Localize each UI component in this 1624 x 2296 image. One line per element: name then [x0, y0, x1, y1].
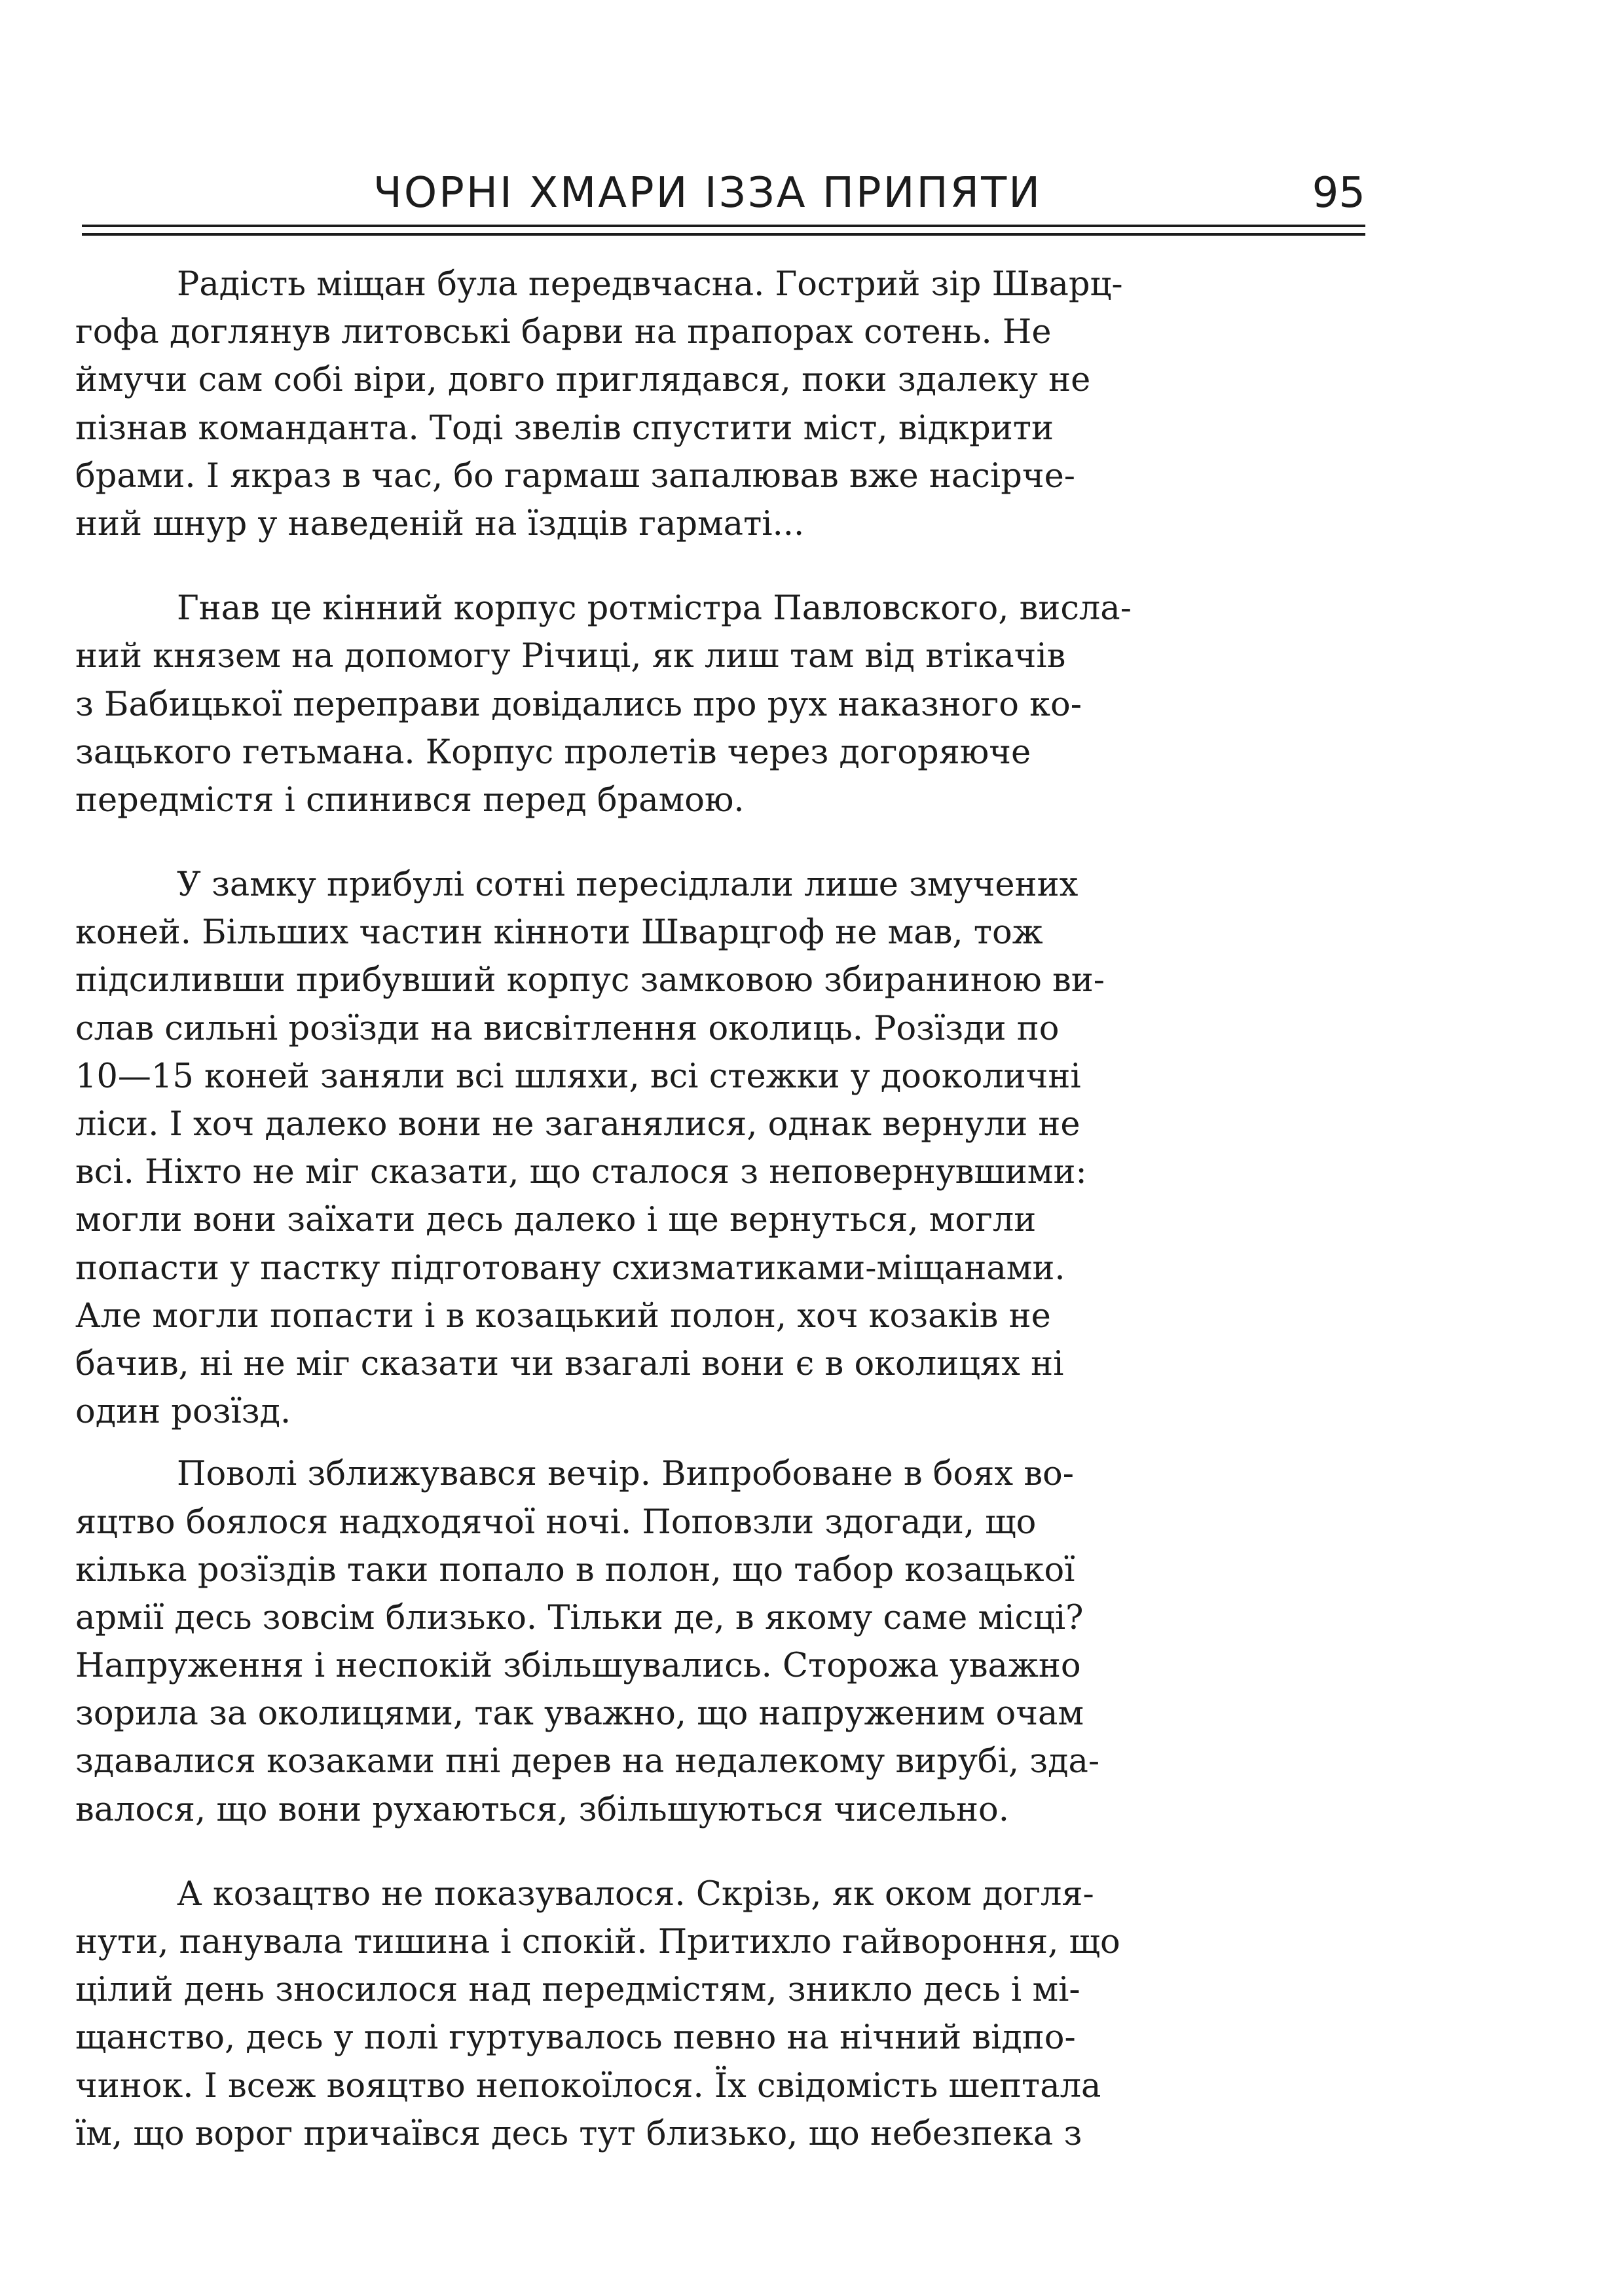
paragraph-gap: [75, 824, 1365, 861]
text-line: яцтво боялося надходячої ночі. Поповзли здогади, що: [75, 1503, 1037, 1542]
text-line: нути, панувала тишина і спокій. Притихло гайвороння, що: [75, 1923, 1120, 1961]
text-line: чинок. І всеж вояцтво непокоїлося. Їх свідомість шептала: [75, 2066, 1101, 2105]
paragraph-gap: [75, 548, 1365, 585]
text-line: бачив, ні не міг сказати чи взагалі вони є в околицях ні: [75, 1344, 1064, 1383]
page-number: 95: [1312, 169, 1365, 217]
text-line: Напруження і неспокій збільшувались. Сторожа уважно: [75, 1647, 1081, 1686]
header-rule-top: [82, 225, 1365, 227]
text-line: Гнав це кінний корпус ротмістра Павловского, висла-: [177, 589, 1132, 629]
text-line: ймучи сам собі віри, довго приглядався, поки здалеку не: [75, 361, 1091, 400]
text-line: А козацтво не показувалося. Скрізь, як оком догля-: [177, 1874, 1094, 1914]
text-line: коней. Більших частин кінноти Шварцгоф не мав, тож: [75, 913, 1043, 953]
header-rule-bottom: [82, 233, 1365, 236]
body-text: [75, 261, 1365, 2158]
text-line: підсиливши прибувший корпус замковою збираниною ви-: [75, 961, 1105, 1000]
text-line: пізнав команданта. Тоді звелів спустити міст, відкрити: [75, 409, 1054, 448]
text-line: брами. І якраз в час, бо гармаш запалював вже насірче-: [75, 456, 1075, 496]
paragraph-gap: [75, 1436, 1365, 1450]
text-line: гофа доглянув литовські барви на прапорах сотень. Не: [75, 313, 1052, 352]
text-line: кілька розїздів таки попало в полон, що табор козацької: [75, 1550, 1075, 1590]
text-line: ліси. І хоч далеко вони не заганялися, однак вернули не: [75, 1105, 1080, 1144]
text-line: могли вони заїхати десь далеко і ще вернуться, могли: [75, 1201, 1037, 1240]
text-line: щанство, десь у полі гуртувалось певно на нічний відпо-: [75, 2018, 1076, 2058]
paragraph: [75, 261, 1365, 548]
text-line: передмістя і спинився перед брамою.: [75, 780, 745, 820]
paragraph: [75, 585, 1365, 824]
text-line: цілий день зносилося над передмістям, зникло десь і мі-: [75, 1971, 1080, 2010]
text-line: ний шнур у наведеній на їздців гарматі...: [75, 504, 805, 543]
text-line: їм, що ворог причаївся десь тут близько, що небезпека з: [75, 2114, 1082, 2153]
text-line: всі. Ніхто не міг сказати, що сталося з неповернувшими:: [75, 1153, 1087, 1192]
text-line: ний князем на допомогу Річиці, як лиш там від втікачів: [75, 637, 1066, 676]
paragraph: [75, 1450, 1365, 1834]
text-line: У замку прибулі сотні пересідлали лише змучених: [177, 866, 1079, 905]
text-line: валося, що вони рухаються, збільшуються чисельно.: [75, 1790, 1009, 1829]
text-line: зорила за околицями, так уважно, що напруженим очам: [75, 1694, 1084, 1734]
text-line: слав сильні розїзди на висвітлення околиць. Розїзди по: [75, 1009, 1060, 1048]
text-line: Поволі зближувався вечір. Випробоване в боях во-: [177, 1455, 1074, 1494]
text-line: Але могли попасти і в козацький полон, хоч козаків не: [75, 1296, 1051, 1336]
text-line: 10—15 коней заняли всі шляхи, всі стежки у дооколичні: [75, 1057, 1081, 1096]
text-line: зацького гетьмана. Корпус пролетів через догоряюче: [75, 733, 1031, 772]
text-line: попасти у пастку підготовану схизматиками-міщанами.: [75, 1248, 1065, 1288]
paragraph-gap: [75, 1834, 1365, 1870]
text-line: Радість міщан була передвчасна. Гострий зір Шварц-: [177, 265, 1123, 304]
text-line: один розїзд.: [75, 1393, 291, 1432]
text-line: здавалися козаками пні дерев на недалекому вирубі, зда-: [75, 1742, 1100, 1781]
text-line: армії десь зовсім близько. Тільки де, в якому саме місці?: [75, 1598, 1084, 1637]
paragraph: [75, 1870, 1365, 2158]
paragraph: [75, 861, 1365, 1436]
text-line: з Бабицької переправи довідались про рух наказного ко-: [75, 685, 1082, 724]
running-title: ЧОРНІ ХМАРИ ІЗЗА ПРИПЯТИ: [373, 169, 1043, 217]
page-header: [75, 167, 1365, 219]
